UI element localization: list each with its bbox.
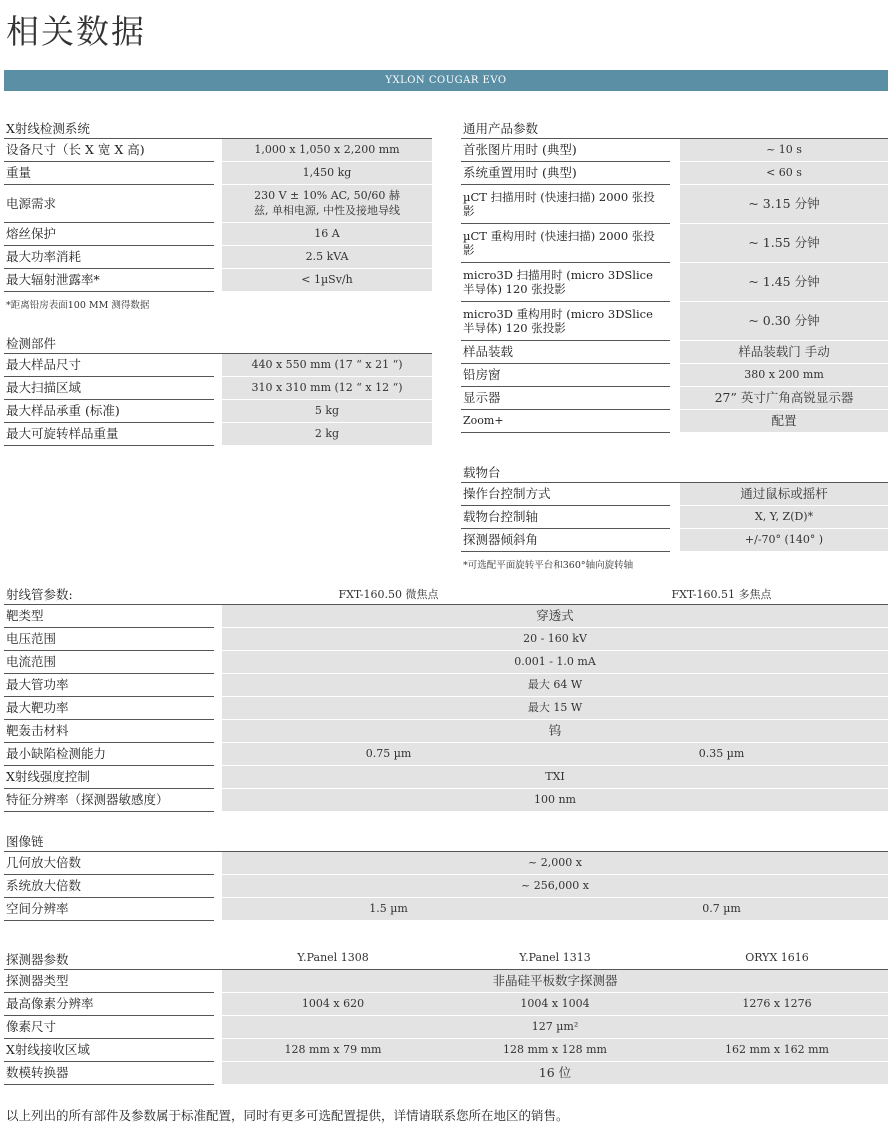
spec-label: micro3D 扫描用时 (micro 3DSlice 半导体) 120 张投影 — [461, 263, 670, 302]
column-header: Y.Panel 1313 — [519, 951, 591, 964]
spec-label: 载物台控制轴 — [461, 506, 670, 529]
xray-system-title: X射线检测系统 — [6, 121, 90, 136]
spec-label: 探测器倾斜角 — [461, 529, 670, 552]
spec-value-col1: 1004 x 620 — [301, 996, 365, 1010]
spec-value: 穿透式 — [222, 605, 888, 628]
spec-label: 靶类型 — [4, 605, 214, 628]
spec-value: ~ 10 s — [680, 139, 888, 162]
spec-label: 电源需求 — [4, 185, 214, 223]
spec-label: 探测器类型 — [4, 970, 214, 993]
spec-value: 2.5 kVA — [222, 246, 432, 269]
spec-value-split — [222, 1039, 888, 1062]
spec-label: 系统放大倍数 — [4, 875, 214, 898]
page-title: 相关数据 — [6, 12, 146, 51]
spec-value-col2: 0.7 µm — [702, 901, 741, 915]
spec-value-col2: 0.35 µm — [698, 746, 745, 760]
spec-label: 最大靶功率 — [4, 697, 214, 720]
spec-value: 16 A — [222, 223, 432, 246]
product-banner: YXLON COUGAR EVO — [4, 70, 888, 91]
spec-label: 最高像素分辨率 — [4, 993, 214, 1016]
spec-value: 230 V ± 10% AC, 50/60 赫兹, 单相电源, 中性及接地导线 — [222, 185, 432, 223]
spec-label: 样品装载 — [461, 341, 670, 364]
spec-value-col1: 0.75 µm — [365, 746, 412, 760]
spec-value: 非晶硅平板数字探测器 — [222, 970, 888, 993]
spec-label: 系统重置用时 (典型) — [461, 162, 670, 185]
spec-value: 16 位 — [222, 1062, 888, 1085]
spec-value: +/-70° (140° ) — [680, 529, 888, 552]
column-header: FXT-160.50 微焦点 — [338, 588, 439, 601]
spec-value: 钨 — [222, 720, 888, 743]
spec-value: 27” 英寸广角高锐显示器 — [680, 387, 888, 410]
spec-label: 重量 — [4, 162, 214, 185]
footer-note: 以上列出的所有部件及参数属于标准配置，同时有更多可选配置提供，详情请联系您所在地区的销售。 — [6, 1108, 569, 1123]
spec-value-split — [222, 993, 888, 1016]
column-header: Y.Panel 1308 — [297, 951, 369, 964]
spec-value-split — [222, 743, 888, 766]
spec-label: 数模转换器 — [4, 1062, 214, 1085]
spec-value: < 1µSv/h — [222, 269, 432, 292]
spec-value: 5 kg — [222, 400, 432, 423]
spec-value: X, Y, Z(D)* — [680, 506, 888, 529]
spec-label: 特征分辨率（探测器敏感度） — [4, 789, 214, 812]
spec-value: 配置 — [680, 410, 888, 433]
detector-params-title: 探测器参数 — [6, 952, 69, 967]
spec-value: ~ 1.55 分钟 — [680, 224, 888, 263]
spec-label: µCT 重构用时 (快速扫描) 2000 张投影 — [461, 224, 670, 263]
spec-value-col3: 162 mm x 162 mm — [725, 1042, 829, 1056]
spec-value: ~ 1.45 分钟 — [680, 263, 888, 302]
spec-value: 样品装载门 手动 — [680, 341, 888, 364]
spec-value: ~ 2,000 x — [222, 852, 888, 875]
spec-label: 最大功率消耗 — [4, 246, 214, 269]
spec-value: 310 x 310 mm (12 “ x 12 “) — [222, 377, 432, 400]
spec-label: 靶轰击材料 — [4, 720, 214, 743]
column-header: ORYX 1616 — [745, 951, 809, 964]
spec-label: 电流范围 — [4, 651, 214, 674]
spec-value-col1: 1.5 µm — [369, 901, 408, 915]
spec-value: 通过鼠标或摇杆 — [680, 483, 888, 506]
spec-value: 0.001 - 1.0 mA — [222, 651, 888, 674]
spec-label: 最小缺陷检测能力 — [4, 743, 214, 766]
spec-label: X射线接收区域 — [4, 1039, 214, 1062]
spec-label: 最大样品尺寸 — [4, 354, 214, 377]
spec-label: X射线强度控制 — [4, 766, 214, 789]
spec-label: 空间分辨率 — [4, 898, 214, 921]
spec-label: 操作台控制方式 — [461, 483, 670, 506]
spec-value: 380 x 200 mm — [680, 364, 888, 387]
spec-value: ~ 3.15 分钟 — [680, 185, 888, 224]
spec-value: 最大 15 W — [222, 697, 888, 720]
spec-label: 铅房窗 — [461, 364, 670, 387]
spec-label: 最大样品承重 (标准) — [4, 400, 214, 423]
general-params-title: 通用产品参数 — [463, 121, 539, 136]
spec-value-col1: 128 mm x 79 mm — [284, 1042, 382, 1056]
spec-value: ~ 256,000 x — [222, 875, 888, 898]
spec-label: 几何放大倍数 — [4, 852, 214, 875]
spec-value: 1,450 kg — [222, 162, 432, 185]
spec-label: 首张图片用时 (典型) — [461, 139, 670, 162]
footnote: *可选配平面旋转平台和360°轴向旋转轴 — [463, 560, 634, 571]
spec-label: micro3D 重构用时 (micro 3DSlice 半导体) 120 张投影 — [461, 302, 670, 341]
spec-label: 电压范围 — [4, 628, 214, 651]
spec-value: < 60 s — [680, 162, 888, 185]
spec-value: 20 - 160 kV — [222, 628, 888, 651]
detection-parts-title: 检测部件 — [6, 336, 57, 351]
spec-value: 1,000 x 1,050 x 2,200 mm — [222, 139, 432, 162]
spec-value: 440 x 550 mm (17 “ x 21 “) — [222, 354, 432, 377]
spec-value: 最大 64 W — [222, 674, 888, 697]
spec-label: 像素尺寸 — [4, 1016, 214, 1039]
spec-value-split — [222, 898, 888, 921]
spec-value-col2: 128 mm x 128 mm — [503, 1042, 607, 1056]
spec-label: 最大管功率 — [4, 674, 214, 697]
spec-value: 2 kg — [222, 423, 432, 446]
spec-label: 最大辐射泄露率* — [4, 269, 214, 292]
spec-value: 127 µm² — [222, 1016, 888, 1039]
spec-value: ~ 0.30 分钟 — [680, 302, 888, 341]
spec-label: µCT 扫描用时 (快速扫描) 2000 张投影 — [461, 185, 670, 224]
spec-label: Zoom+ — [461, 410, 670, 433]
spec-label: 最大可旋转样品重量 — [4, 423, 214, 446]
spec-label: 熔丝保护 — [4, 223, 214, 246]
stage-title: 载物台 — [463, 465, 501, 480]
spec-value: 100 nm — [222, 789, 888, 812]
spec-label: 设备尺寸（长 X 宽 X 高) — [4, 139, 214, 162]
tube-params-title: 射线管参数: — [6, 587, 73, 602]
footnote: *距离铅房表面100 MM 测得数据 — [6, 300, 150, 311]
spec-value: TXI — [222, 766, 888, 789]
spec-label: 最大扫描区域 — [4, 377, 214, 400]
spec-value-col2: 1004 x 1004 — [520, 996, 590, 1010]
column-header: FXT-160.51 多焦点 — [671, 588, 772, 601]
spec-value-col3: 1276 x 1276 — [742, 996, 812, 1010]
spec-label: 显示器 — [461, 387, 670, 410]
image-chain-title: 图像链 — [6, 834, 44, 849]
